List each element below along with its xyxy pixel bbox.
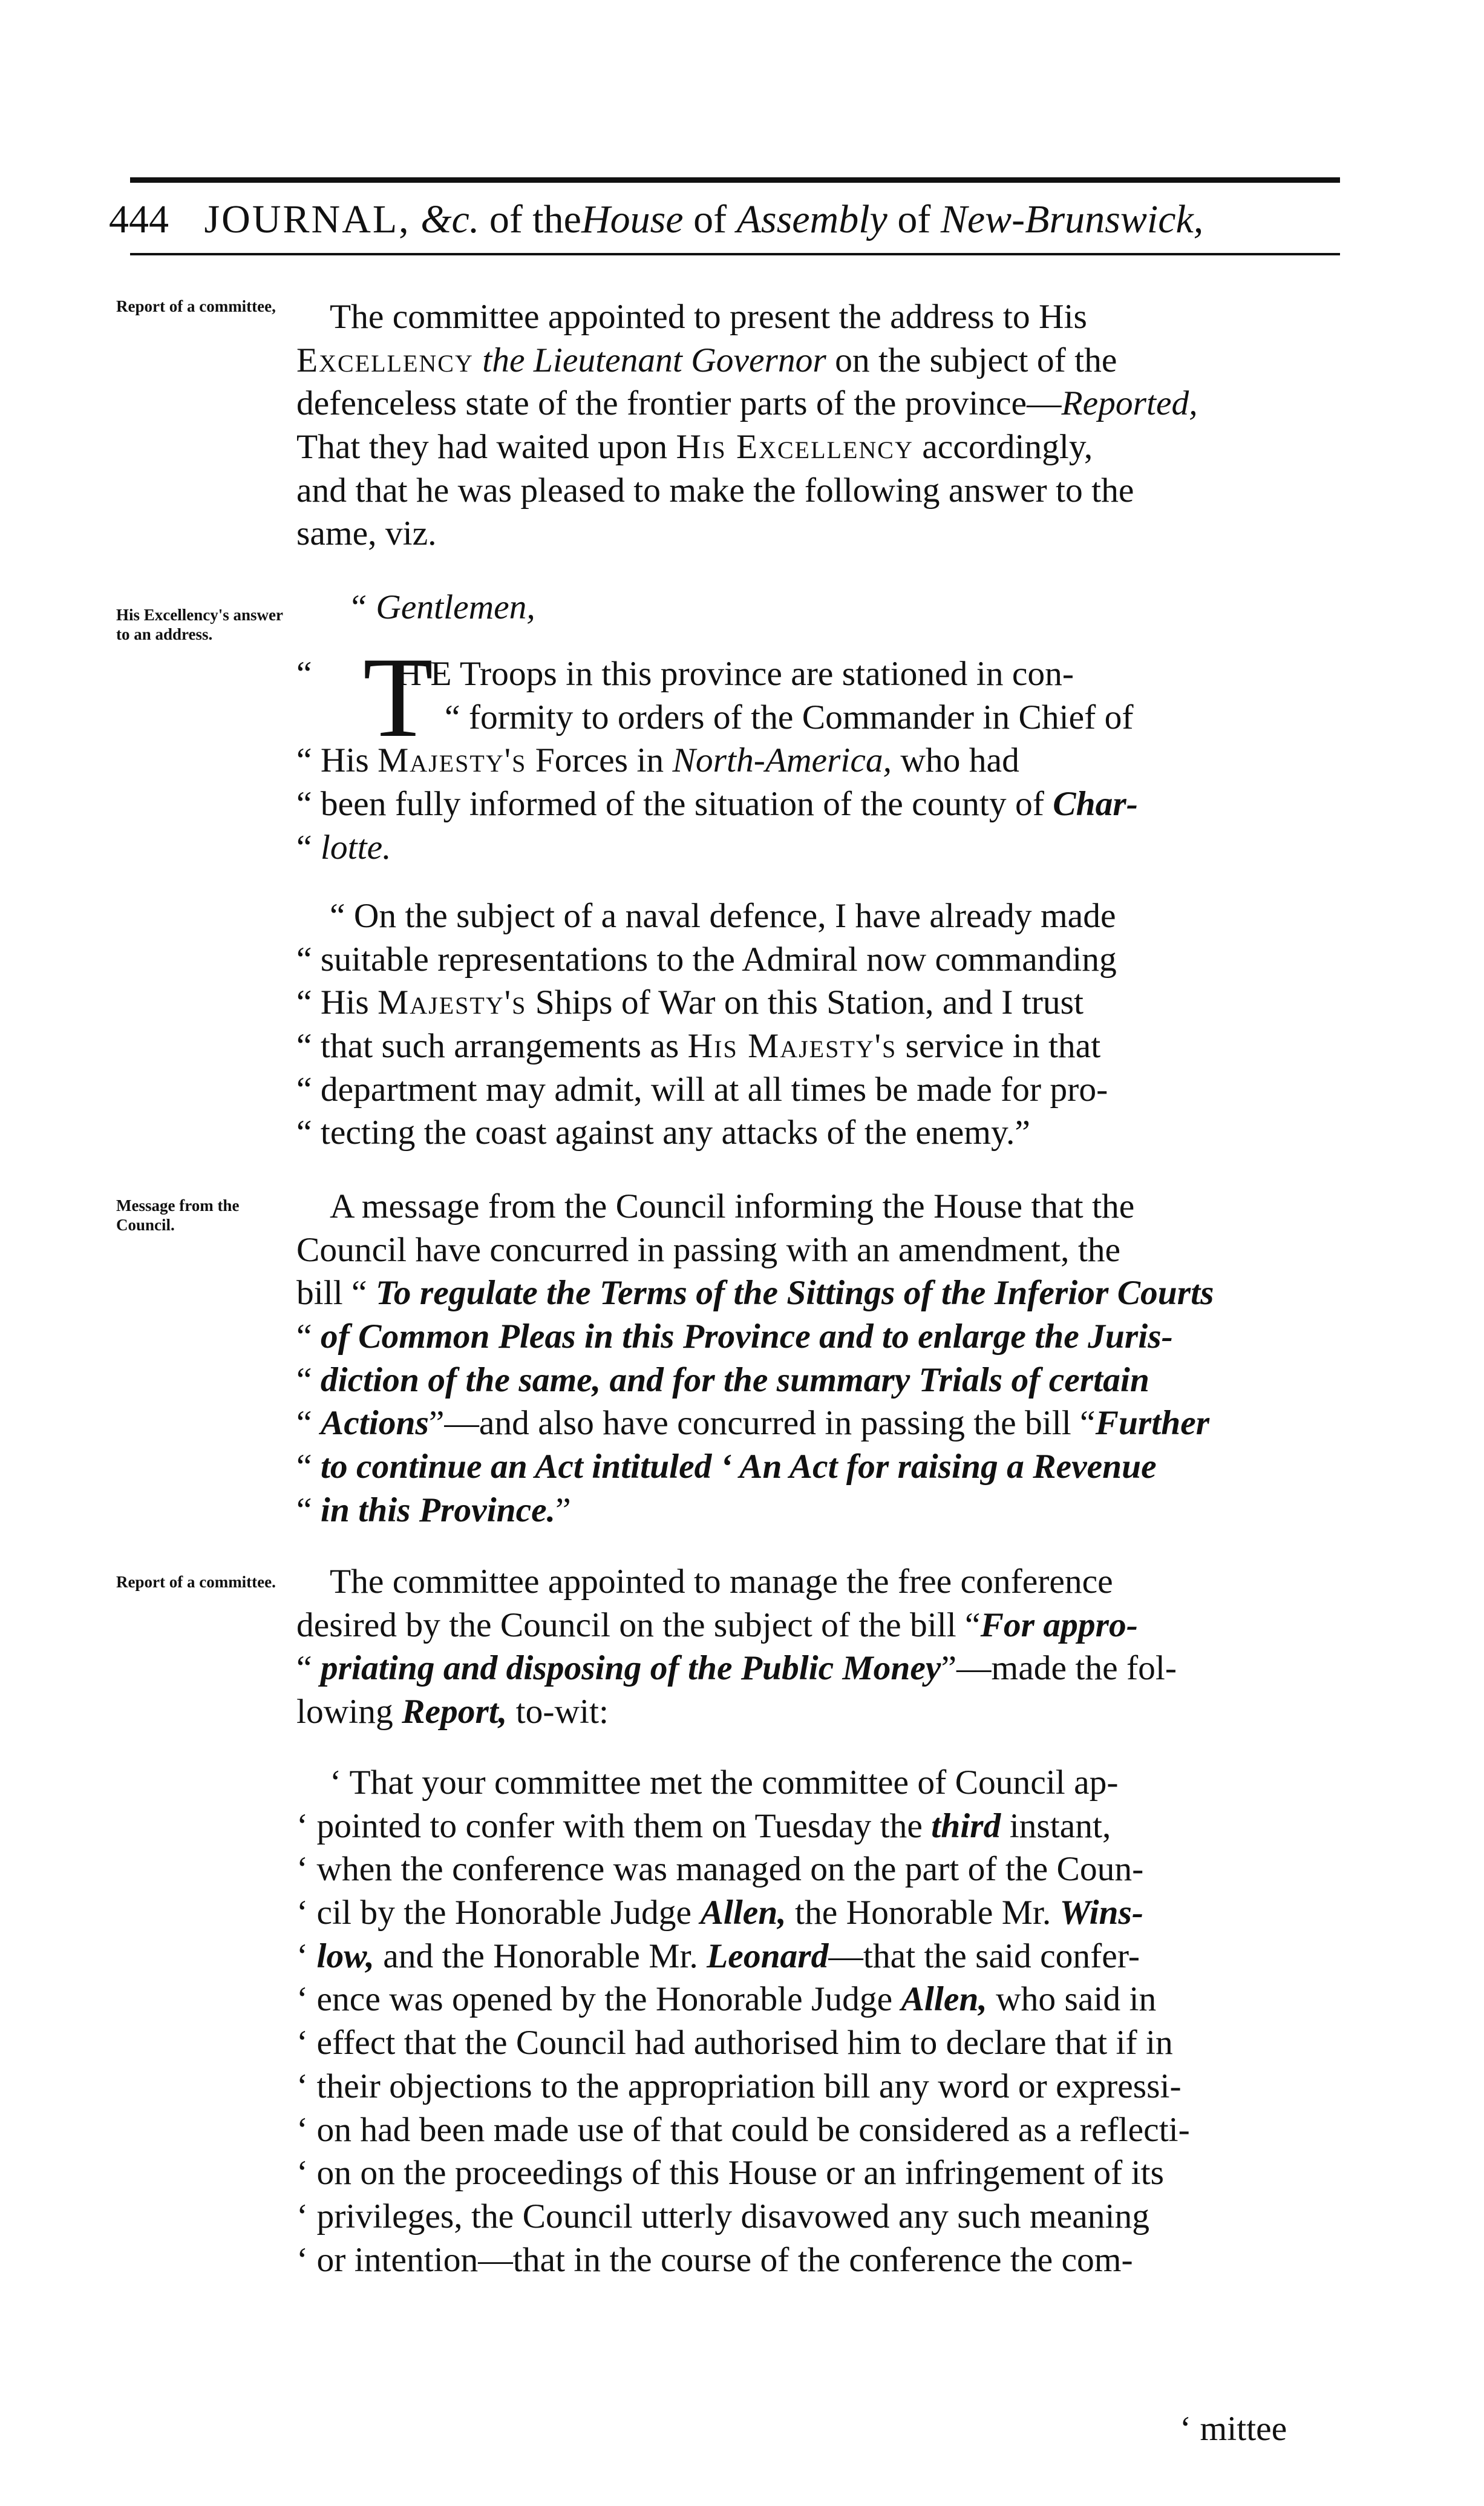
text-line: “ His Majesty's Forces in North-America, who had [296, 741, 1019, 780]
catchword: ‘ mittee [1180, 2410, 1287, 2448]
text-line: “ On the subject of a naval defence, I have already made [330, 897, 1116, 935]
margin-note-answer: His Excellency's answer to an address. [116, 606, 283, 643]
text-line: ‘ their objections to the appropriation bill any word or expressi- [296, 2067, 1182, 2105]
header-of-1: of the [489, 197, 581, 241]
text-line: ‘ pointed to confer with them on Tuesday the third instant, [296, 1806, 1111, 1845]
text-line: ‘ privileges, the Council utterly disavowed any such meaning [296, 2197, 1150, 2235]
text-line: desired by the Council on the subject of the bill “For appro- [296, 1606, 1138, 1644]
margin-note-report-1: Report of a committee, [116, 297, 276, 315]
text-line: same, viz. [296, 514, 437, 553]
text-line: defenceless state of the frontier parts of the province—Reported, [296, 384, 1198, 423]
answer-paragraph-1 [296, 634, 1361, 869]
header-of-2: of [693, 197, 727, 241]
text-line: A message from the Council informing the House that the [330, 1187, 1135, 1225]
answer-salutation: “ Gentlemen, [348, 588, 535, 626]
text-line: ‘ low, and the Honorable Mr. Leonard—that the said confer- [296, 1937, 1140, 1975]
text-line: “ His Majesty's Ships of War on this Station, and I trust [296, 983, 1084, 1022]
text-line: “ of Common Pleas in this Province and to enlarge the Juris- [296, 1317, 1173, 1356]
text-line: ‘ on had been made use of that could be considered as a reflecti- [296, 2110, 1190, 2149]
header-rule [130, 253, 1340, 255]
page-number: 444 [109, 197, 169, 241]
quoted-committee-report [296, 1761, 1361, 2281]
drop-cap: T [363, 634, 434, 761]
text-line: “ to continue an Act intituled ‘ An Act for raising a Revenue [296, 1448, 1157, 1486]
text-line: lowing Report, to-wit: [296, 1693, 609, 1731]
header-of-3: of [897, 197, 931, 241]
answer-paragraph-2 [296, 894, 1361, 1155]
text-line: Council have concurred in passing with an amendment, the [296, 1230, 1121, 1269]
text-line: “ diction of the same, and for the summary Trials of certain [296, 1360, 1149, 1399]
text-line: and that he was pleased to make the following answer to the [296, 471, 1134, 510]
text-line: “ that such arrangements as His Majesty's service in that [296, 1027, 1101, 1066]
text-line: “ suitable representations to the Admiral now commanding [296, 940, 1117, 979]
text-line: “ department may admit, will at all times be made for pro- [296, 1070, 1108, 1109]
text-line: “ lotte. [296, 828, 391, 867]
text-line: “ Actions”—and also have concurred in passing the bill “Further [296, 1404, 1210, 1443]
text-line: “ been fully informed of the situation of the county of Char- [296, 785, 1138, 824]
text-line: Excellency the Lieutenant Governor on the subject of the [296, 341, 1117, 379]
text-line: ‘ ence was opened by the Honorable Judge Allen, who said in [296, 1980, 1157, 2019]
text-line: “ in this Province.” [296, 1491, 571, 1529]
text-line: bill “ To regulate the Terms of the Sittings of the Inferior Courts [296, 1274, 1214, 1313]
text-line: “ H E Troops in this province are stationed in con- [296, 655, 1074, 693]
header-journal: JOURNAL, [204, 197, 411, 241]
text-line: ‘ That your committee met the committee of Council ap- [330, 1763, 1119, 1802]
header-etc: &c. [420, 197, 480, 241]
text-line: The committee appointed to manage the free conference [330, 1563, 1113, 1601]
text-line: “ formity to orders of the Commander in Chief of [445, 698, 1134, 736]
paragraph-conference-report [296, 1560, 1361, 1734]
text-line: ‘ when the conference was managed on the part of the Coun- [296, 1850, 1144, 1889]
text-line: ‘ on on the proceedings of this House or an infringement of its [296, 2154, 1164, 2193]
running-header [109, 186, 1367, 253]
text-line: ‘ effect that the Council had authorised him to declare that if in [296, 2024, 1173, 2062]
margin-note-report-2: Report of a committee. [116, 1573, 276, 1591]
top-rule [130, 177, 1340, 183]
text-line: ‘ cil by the Honorable Judge Allen, the Honorable Mr. Wins- [296, 1894, 1144, 1932]
text-line: “ priating and disposing of the Public Money”—made the fol- [296, 1649, 1177, 1688]
header-province: New-Brunswick, [940, 197, 1204, 241]
paragraph-council-message [296, 1185, 1361, 1532]
text-line: That they had waited upon His Excellency accordingly, [296, 428, 1093, 467]
text-line: The committee appointed to present the address to His [330, 298, 1087, 336]
margin-note-message: Message from the Council. [116, 1196, 240, 1234]
text-line: ‘ or intention—that in the course of the conference the com- [296, 2240, 1133, 2279]
paragraph-committee-report [296, 295, 1361, 556]
header-assembly: Assembly [736, 197, 887, 241]
text-line: “ tecting the coast against any attacks of the enemy.” [296, 1114, 1030, 1152]
header-house: House [581, 197, 684, 241]
